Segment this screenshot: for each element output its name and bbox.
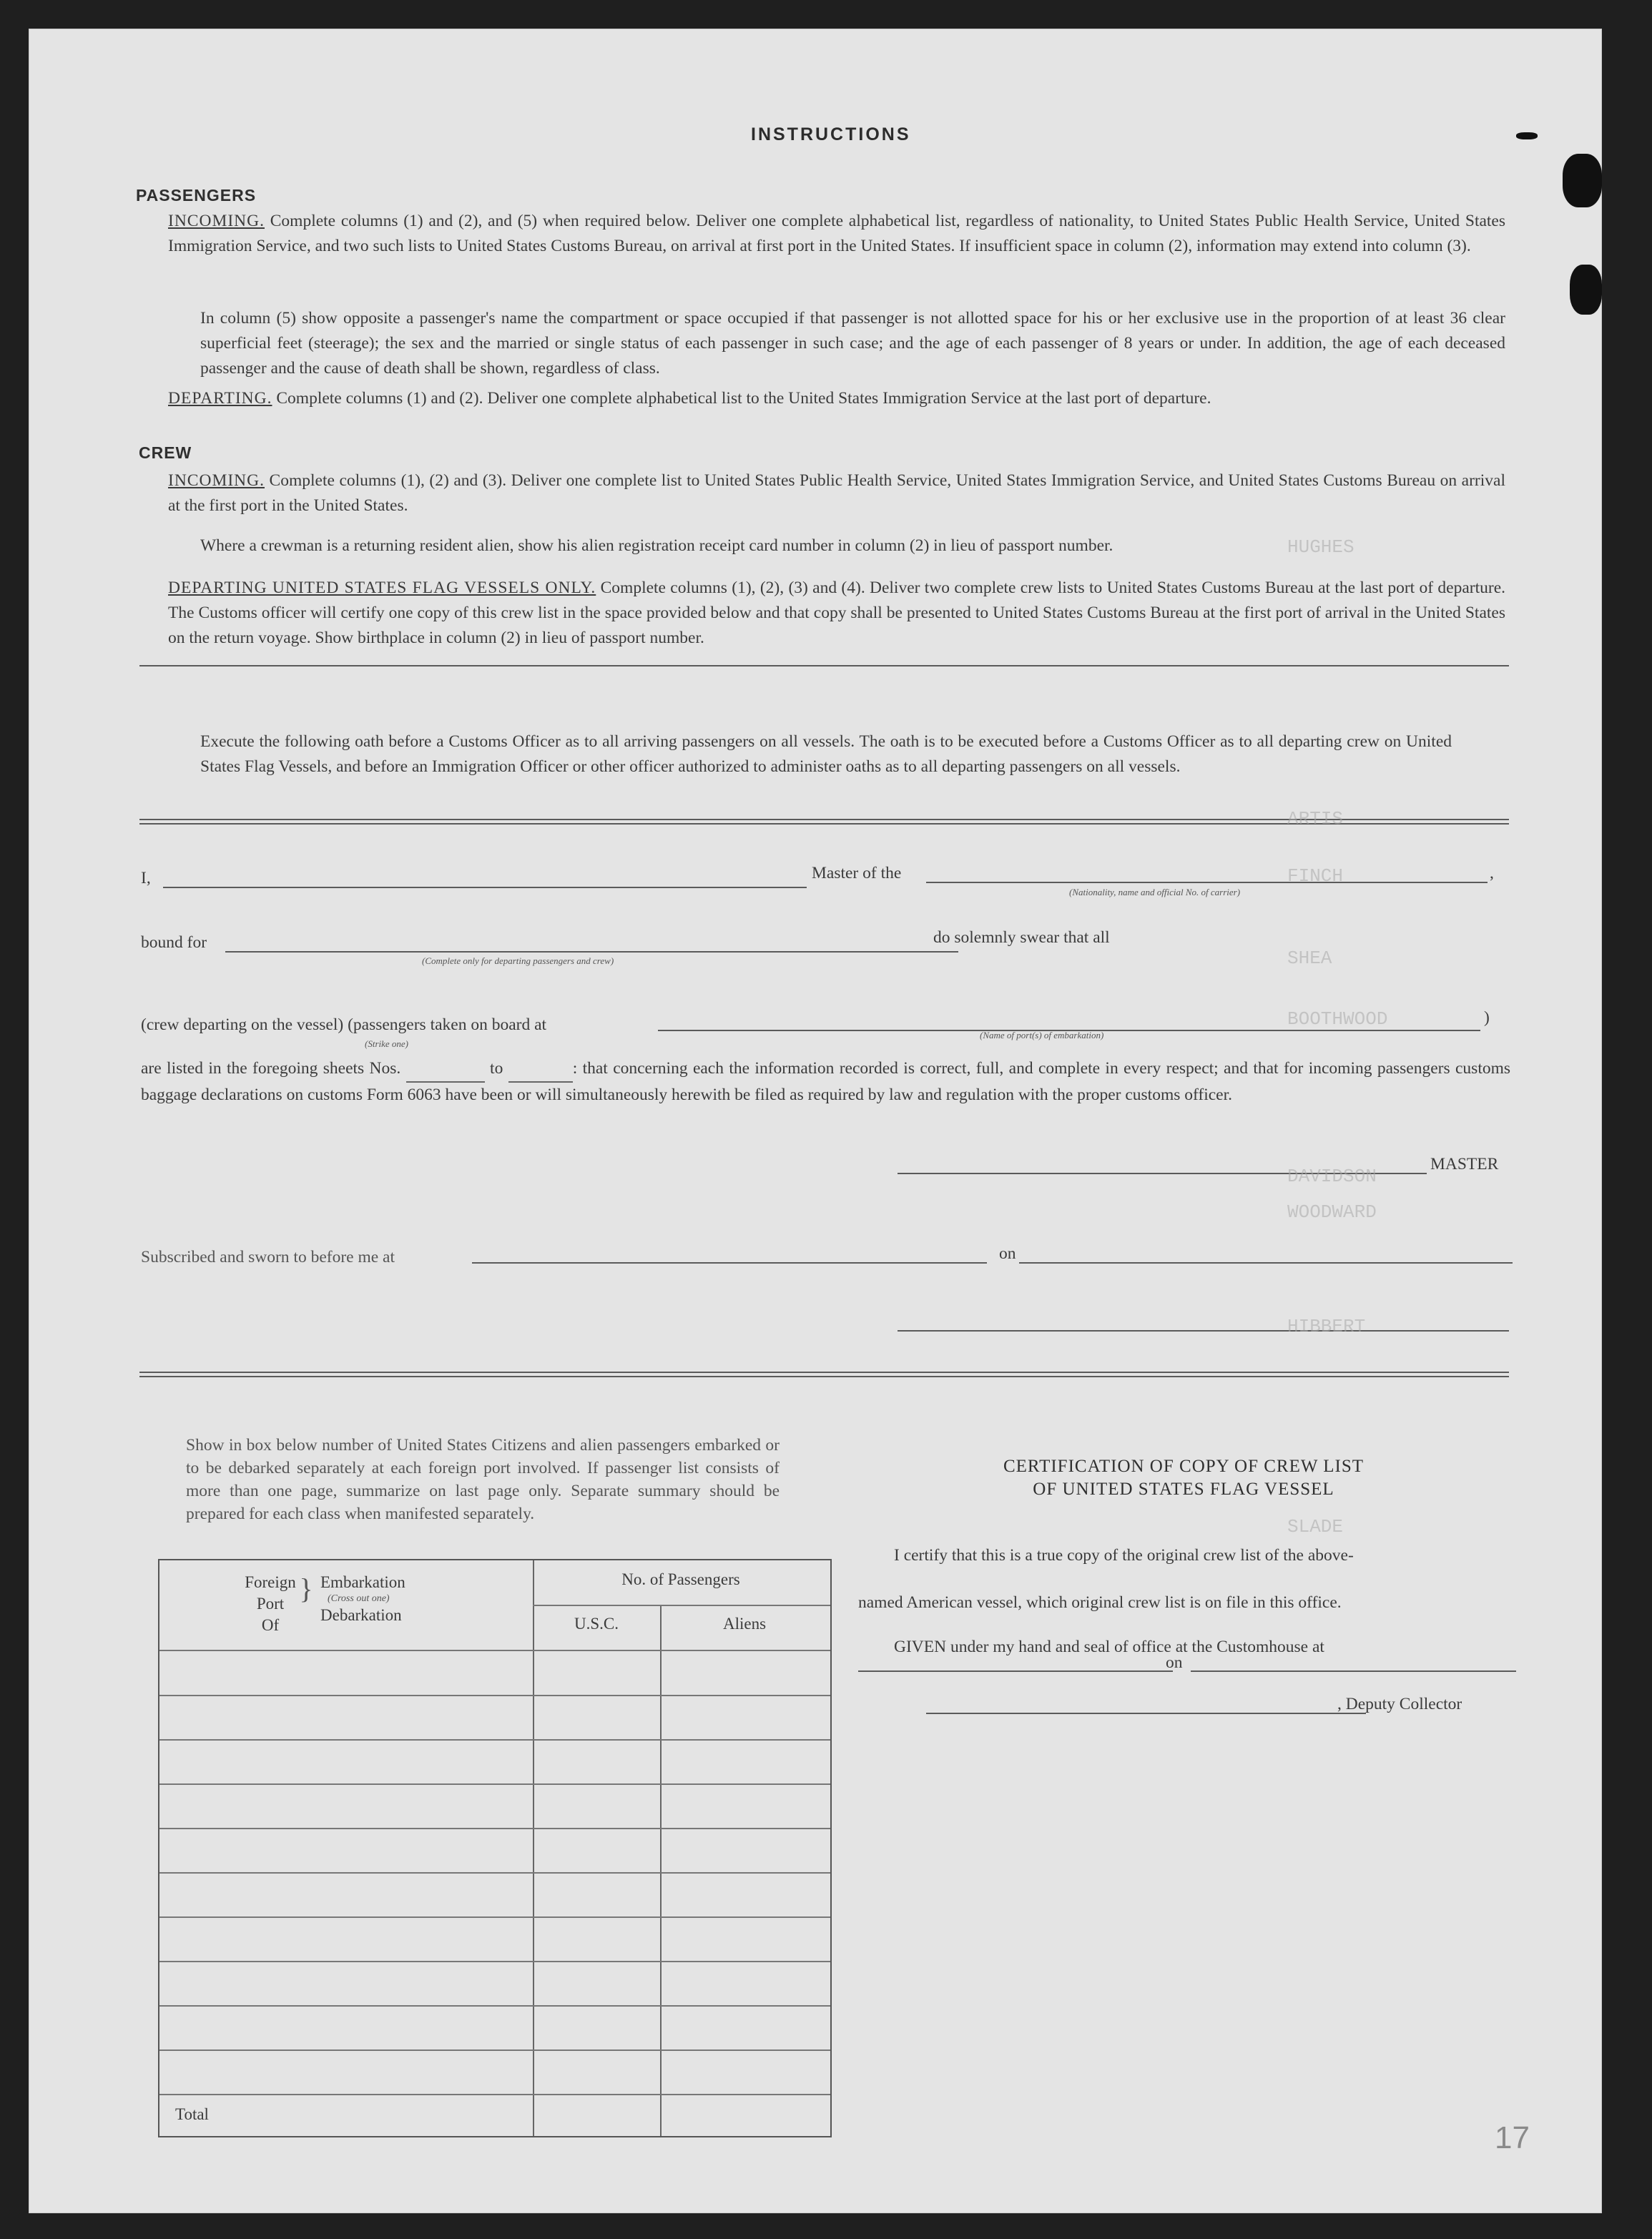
divider-line xyxy=(139,1376,1509,1377)
passengers-departing-paragraph xyxy=(168,386,1505,411)
page-number: 17 xyxy=(1495,2120,1530,2155)
bleed-through-text: FINCH xyxy=(1287,865,1344,887)
subscribed-label: Subscribed and sworn to before me at xyxy=(141,1248,395,1266)
header-foreign-port-line3: Of xyxy=(261,1616,280,1634)
crew-resident-paragraph: Where a crewman is a returning resident alien, show his alien registration receipt card number in column (2) in lieu of passport number. xyxy=(200,536,1113,555)
ports-caption: (Name of port(s) of embarkation) xyxy=(980,1030,1104,1040)
header-embarkation-label: Embarkation xyxy=(320,1573,405,1591)
passengers-incoming-lead: INCOMING. xyxy=(168,212,265,230)
bleed-through-text: SLADE xyxy=(1287,1516,1344,1537)
certification-date-field[interactable] xyxy=(1191,1670,1516,1672)
passengers-incoming-paragraph xyxy=(168,209,1505,259)
sworn-on-label: on xyxy=(999,1244,1016,1263)
bleed-through-text: HIBBERT xyxy=(1287,1316,1366,1337)
certification-title-line1: CERTIFICATION OF COPY OF CREW LIST xyxy=(1003,1457,1365,1476)
passenger-summary-table xyxy=(158,1559,832,2137)
divider-line xyxy=(139,665,1509,666)
bleed-through-text: WOODWARD xyxy=(1287,1201,1377,1223)
sheet-from-field[interactable] xyxy=(406,1056,485,1083)
passengers-departing-lead: DEPARTING. xyxy=(168,389,272,408)
ink-blot xyxy=(1516,132,1538,139)
oath-master-of: Master of the xyxy=(812,864,902,882)
ink-blot xyxy=(1570,265,1602,315)
summary-instructions: Show in box below number of United States Citizens and alien passengers embarked or to be debarked separately at each foreign port involved. If passenger list consists of more than one page, summarize on last page only. Separate summary should be prepared for each class when manifested separately. xyxy=(186,1436,780,1523)
table-row-line xyxy=(159,1961,830,1962)
table-header-divider xyxy=(533,1605,830,1606)
bound-for-field[interactable] xyxy=(225,951,958,953)
bound-for-caption: (Complete only for departing passengers and crew) xyxy=(422,955,614,966)
table-row-line xyxy=(159,2005,830,2007)
strike-one-caption: (Strike one) xyxy=(365,1038,409,1049)
certification-on-label: on xyxy=(1166,1653,1183,1672)
header-no-passengers: No. of Passengers xyxy=(621,1570,740,1588)
passengers-column5-paragraph: In column (5) show opposite a passenger's name the compartment or space occupied if that passenger is not allotted space for his or her exclusive use in the proportion of at least 36 clear superficial feet (steerage); the sex and the married or single status of each passenger in such case; and the age of each passenger of 8 years or under. In addition, the age of each deceased passenger and the cause of death shall be shown, regardless of class. xyxy=(200,309,1505,378)
certification-given: GIVEN under my hand and seal of office at the Customhouse at xyxy=(894,1638,1324,1656)
sheets-text-b: : that concerning each the information recorded is correct, full, and complete in every respect; and that for incoming passengers customs baggage declarations on customs Form 6063 have been or will simultaneously herewith be filed as required by law and regulation with the proper customs officer. xyxy=(141,1059,1511,1104)
form-sheet xyxy=(29,29,1602,2213)
header-brace: } xyxy=(299,1573,313,1605)
crew-departing-text: Complete columns (1), (2), (3) and (4). Deliver two complete crew lists to United States Customs Bureau at the last port of departure. The Customs officer will certify one copy of this crew list in the space provided below and that copy shall be presented to United States Customs Bureau at the first port of arrival in the United States on the return voyage. Show birthplace in column (2) in lieu of passport number. xyxy=(168,579,1506,647)
header-usc: U.S.C. xyxy=(574,1615,619,1633)
sworn-date-field[interactable] xyxy=(1019,1262,1513,1264)
crew-departing-lead: DEPARTING UNITED STATES FLAG VESSELS ONLY. xyxy=(168,579,596,597)
table-row-line xyxy=(159,1695,830,1696)
crew-incoming-lead: INCOMING. xyxy=(168,471,265,490)
deputy-collector-label: , Deputy Collector xyxy=(1337,1695,1462,1713)
master-label: MASTER xyxy=(1430,1155,1499,1173)
total-label: Total xyxy=(175,2105,209,2123)
carrier-field[interactable] xyxy=(926,882,1488,883)
passengers-heading: PASSENGERS xyxy=(136,186,257,205)
passengers-incoming-text: Complete columns (1) and (2), and (5) when required below. Deliver one complete alphabetical list, regardless of nationality, to United States Public Health Service, United States Immigration Service, and two such lists to United States Customs Bureau, on arrival at first port in the United States. If insufficient space in column (2), information may extend into column (3). xyxy=(168,212,1506,255)
master-name-field[interactable] xyxy=(163,887,807,888)
table-row-line xyxy=(159,1872,830,1874)
page-title: INSTRUCTIONS xyxy=(751,124,911,144)
crew-heading: CREW xyxy=(139,443,192,462)
table-row-line xyxy=(159,1650,830,1651)
customhouse-field[interactable] xyxy=(858,1670,1173,1672)
officer-signature-field[interactable] xyxy=(898,1330,1509,1332)
header-foreign-port xyxy=(242,1572,299,1636)
certification-title-line2: OF UNITED STATES FLAG VESSEL xyxy=(1033,1480,1334,1499)
crew-incoming-text: Complete columns (1), (2) and (3). Deliver one complete list to United States Public Health Service, United States Immigration Service, and United States Customs Bureau on arrival at the first port in the United States. xyxy=(168,471,1506,515)
ink-blot xyxy=(1563,154,1602,207)
comma-label: , xyxy=(1490,864,1494,882)
oath-bound-for: bound for xyxy=(141,933,207,952)
sheet-to-field[interactable] xyxy=(508,1056,573,1083)
bleed-through-text: BOOTHWOOD xyxy=(1287,1008,1388,1030)
bleed-through-text: SHEA xyxy=(1287,948,1332,969)
bleed-through-text: DAVIDSON xyxy=(1287,1166,1377,1187)
header-cross-out: (Cross out one) xyxy=(328,1593,390,1604)
header-debarkation-label: Debarkation xyxy=(320,1606,402,1624)
table-row-line xyxy=(159,1783,830,1785)
sheets-paragraph xyxy=(141,1056,1510,1108)
divider-line xyxy=(139,1372,1509,1373)
table-row-line xyxy=(159,2094,830,2095)
table-row-line xyxy=(159,1916,830,1918)
oath-i-label: I, xyxy=(141,869,151,887)
certification-title xyxy=(851,1455,1516,1501)
crew-incoming-paragraph xyxy=(168,468,1505,518)
header-embarkation xyxy=(320,1572,405,1626)
oath-swear: do solemnly swear that all xyxy=(933,928,1110,947)
header-foreign-port-line1: Foreign xyxy=(245,1573,296,1591)
crew-departing-paragraph xyxy=(168,576,1505,651)
passengers-departing-text: Complete columns (1) and (2). Deliver one complete alphabetical list to the United States Immigration Service at the last port of departure. xyxy=(276,389,1211,408)
close-paren: ) xyxy=(1484,1008,1490,1027)
sheets-to: to xyxy=(490,1059,503,1078)
certification-text-2: named American vessel, which original crew list is on file in this office. xyxy=(858,1593,1342,1612)
sworn-place-field[interactable] xyxy=(472,1262,987,1264)
table-column-divider xyxy=(660,1605,662,2136)
bleed-through-text: HUGHES xyxy=(1287,536,1354,558)
deputy-signature-field[interactable] xyxy=(926,1713,1366,1714)
certification-text-1: I certify that this is a true copy of the original crew list of the above- xyxy=(894,1546,1354,1565)
table-row-line xyxy=(159,1739,830,1741)
sheets-text-a: are listed in the foregoing sheets Nos. xyxy=(141,1059,401,1078)
header-aliens: Aliens xyxy=(722,1615,767,1633)
oath-intro: Execute the following oath before a Customs Officer as to all arriving passengers on all vessels. The oath is to be executed before a Customs Officer as to all departing crew on United States Flag Vessels, and before an Immigration Officer or other officer authorized to administer oaths as to all departing passengers on all vessels. xyxy=(200,732,1452,776)
bleed-through-text: ARTIS xyxy=(1287,808,1344,830)
carrier-caption: (Nationality, name and official No. of carrier) xyxy=(1069,887,1241,897)
table-row-line xyxy=(159,2049,830,2051)
oath-crew-departing: (crew departing on the vessel) (passengers taken on board at xyxy=(141,1015,547,1034)
table-row-line xyxy=(159,1828,830,1829)
header-foreign-port-line2: Port xyxy=(256,1595,285,1613)
